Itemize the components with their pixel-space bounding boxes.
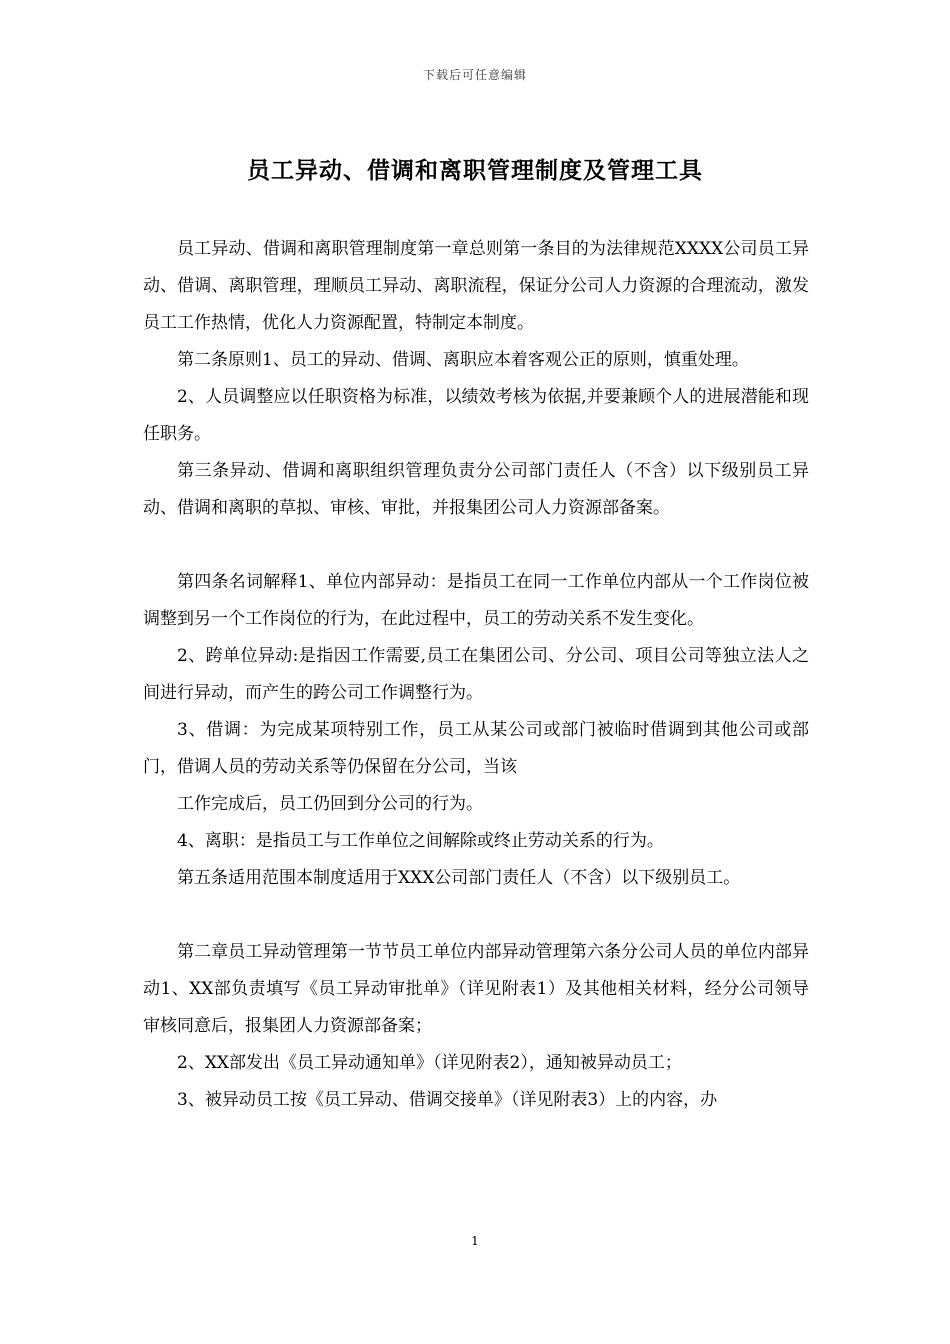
document-body [143, 231, 809, 1119]
paragraph-article6-item2: 2、XX部发出《员工异动通知单》（详见附表2），通知被异动员工； [177, 1053, 682, 1073]
page-number: 1 [471, 1234, 479, 1248]
paragraph-article2: 第二条原则1、员工的异动、借调、离职应本着客观公正的原则，慎重处理。 [177, 350, 749, 370]
paragraph-article5: 第五条适用范围本制度适用于XXX公司部门责任人（不含）以下级别员工。 [177, 868, 741, 888]
document-title: 员工异动、借调和离职管理制度及管理工具 [247, 157, 703, 184]
paragraph-chapter1-article1: 员工异动、借调和离职管理制度第一章总则第一条目的为法律规范XXXX公司员工异动、借调、离职管理，理顺员工异动、离职流程，保证分公司人力资源的合理流动，激发员工工作热情，优化人力资源配置，特制定本制度。 [143, 239, 809, 333]
paragraph-article4-item3: 3、借调：为完成某项特别工作，员工从某公司或部门被临时借调到其他公司或部门，借调人员的劳动关系等仍保留在分公司，当该 [143, 720, 809, 777]
paragraph-article4-item4: 4、离职：是指员工与工作单位之间解除或终止劳动关系的行为。 [177, 831, 664, 851]
paragraph-article4-item2: 2、跨单位异动:是指因工作需要,员工在集团公司、分公司、项目公司等独立法人之间进行异动，而产生的跨公司工作调整行为。 [143, 646, 809, 703]
paragraph-article2-item2: 2、人员调整应以任职资格为标准，以绩效考核为依据,并要兼顾个人的进展潜能和现任职务。 [143, 387, 809, 444]
paragraph-article3: 第三条异动、借调和离职组织管理负责分公司部门责任人（不含）以下级别员工异动、借调和离职的草拟、审核、审批，并报集团公司人力资源部备案。 [143, 461, 809, 518]
paragraph-article4-item3-cont: 工作完成后，员工仍回到分公司的行为。 [177, 794, 483, 814]
paragraph-chapter2-article6: 第二章员工异动管理第一节节员工单位内部异动管理第六条分公司人员的单位内部异动1、XX部负责填写《员工异动审批单》（详见附表1）及其他相关材料，经分公司领导审核同意后，报集团人力资源部备案； [143, 942, 809, 1036]
paragraph-article4: 第四条名词解释1、单位内部异动：是指员工在同一工作单位内部从一个工作岗位被调整到另一个工作岗位的行为，在此过程中，员工的劳动关系不发生变化。 [143, 572, 809, 629]
paragraph-article6-item3: 3、被异动员工按《员工异动、借调交接单》（详见附表3）上的内容，办 [177, 1090, 718, 1110]
header-note: 下载后可任意编辑 [422, 68, 527, 82]
